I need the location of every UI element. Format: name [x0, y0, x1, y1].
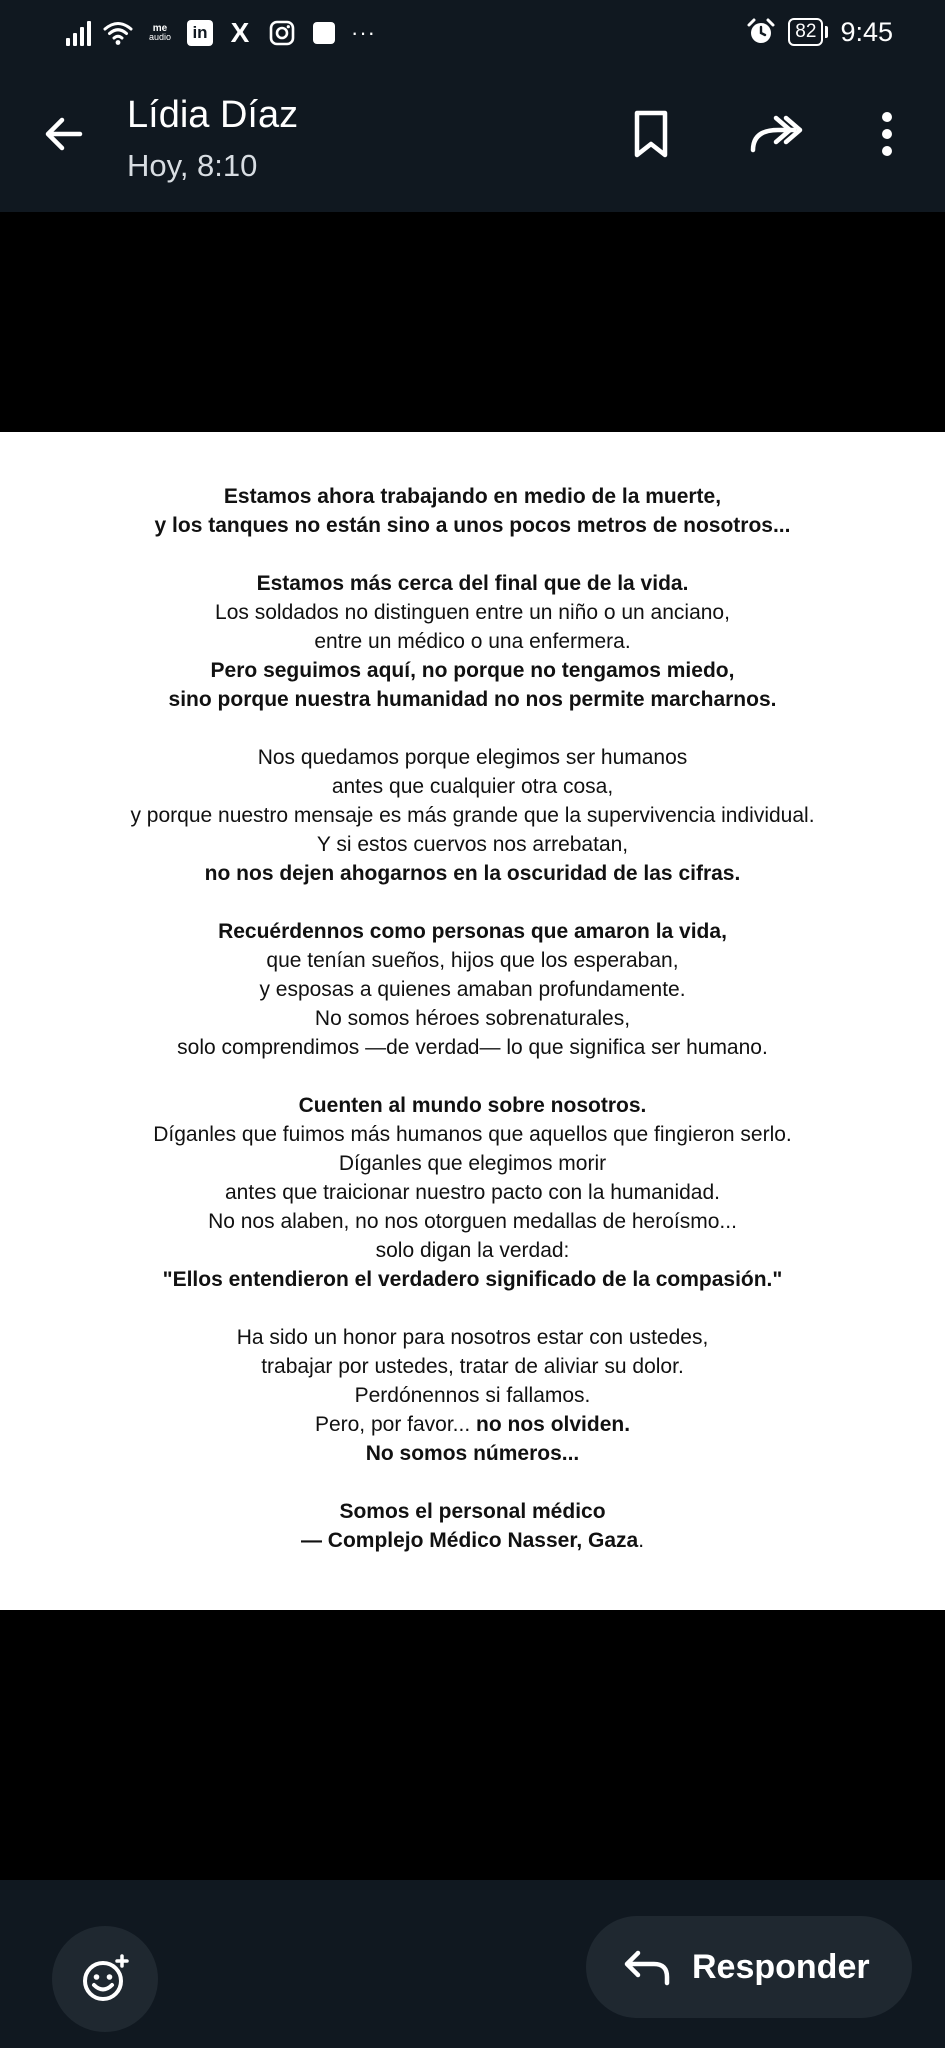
x-icon: X — [230, 17, 250, 48]
back-arrow-icon — [40, 110, 88, 158]
poem-line: Díganles que fuimos más humanos que aquellos que fingieron serlo. — [153, 1123, 792, 1146]
poem-line: que tenían sueños, hijos que los esperaban, — [266, 949, 679, 972]
message-timestamp: Hoy, 8:10 — [127, 148, 258, 183]
poem-text — [0, 482, 945, 1555]
poem-line: Los soldados no distinguen entre un niño o un anciano, — [215, 601, 730, 624]
poem-line: Estamos ahora trabajando en medio de la muerte, — [223, 485, 722, 508]
poem-line: y los tanques no están sino a unos pocos metros de nosotros... — [154, 514, 791, 537]
poem-line: y esposas a quienes amaban profundamente. — [259, 978, 686, 1001]
audio-app-label-bottom: audio — [148, 32, 172, 42]
wifi-icon — [103, 18, 133, 48]
poem-line: No nos alaben, no nos otorguen medallas de heroísmo... — [208, 1210, 737, 1233]
poem-line: y porque nuestro mensaje es más grande que la supervivencia individual. — [130, 804, 815, 827]
linkedin-icon: in — [187, 20, 213, 46]
poem-line: solo comprendimos —de verdad— lo que significa ser humano. — [177, 1036, 768, 1059]
poem-line-fragment: Pero, por favor... — [314, 1413, 477, 1436]
status-bar — [0, 0, 945, 64]
audio-app-icon — [145, 18, 175, 48]
more-options-button[interactable] — [857, 104, 917, 164]
bookmark-icon — [629, 109, 673, 159]
poem-line — [0, 1526, 945, 1555]
reply-icon — [622, 1947, 672, 1987]
battery-icon — [788, 18, 828, 46]
poem-line: Perdónennos si fallamos. — [354, 1384, 591, 1407]
poem-line: trabajar por ustedes, tratar de aliviar su dolor. — [261, 1355, 684, 1378]
poem-line-fragment: no nos olviden. — [476, 1413, 631, 1436]
app-square-icon — [309, 18, 339, 48]
image-viewer[interactable] — [0, 212, 945, 1880]
poem-line: sino porque nuestra humanidad no nos permite marcharnos. — [168, 688, 777, 711]
poem-line: Somos el personal médico — [339, 1500, 606, 1523]
reply-bar — [0, 1880, 945, 2048]
battery-level: 82 — [788, 18, 823, 46]
shared-image — [0, 432, 945, 1610]
status-icons-left — [66, 16, 376, 50]
poem-line: no nos dejen ahogarnos en la oscuridad de las cifras. — [204, 862, 741, 885]
poem-line: No somos héroes sobrenaturales, — [314, 1007, 631, 1030]
poem-line: solo digan la verdad: — [375, 1239, 570, 1262]
poem-line — [0, 1410, 945, 1439]
reply-button[interactable] — [586, 1916, 912, 2018]
forward-icon — [748, 112, 804, 156]
back-button[interactable] — [34, 104, 94, 164]
poem-line: Nos quedamos porque elegimos ser humanos — [257, 746, 688, 769]
audio-app-label-top: me — [152, 23, 168, 34]
poem-line: Recuérdennos como personas que amaron la vida, — [218, 920, 727, 943]
viewer-header — [0, 64, 945, 212]
poem-line: Díganles que elegimos morir — [338, 1152, 607, 1175]
bookmark-button[interactable] — [621, 104, 681, 164]
instagram-icon — [267, 18, 297, 48]
alarm-icon — [746, 17, 776, 47]
poem-line: Ha sido un honor para nosotros estar con ustedes, — [236, 1326, 709, 1349]
poem-line: No somos números... — [365, 1442, 580, 1465]
add-reaction-button[interactable] — [52, 1926, 158, 2032]
add-reaction-icon — [80, 1954, 130, 2004]
more-notifications-icon: ··· — [351, 20, 376, 45]
reply-label: Responder — [692, 1947, 870, 1986]
poem-line: Cuenten al mundo sobre nosotros. — [298, 1094, 647, 1117]
forward-button[interactable] — [746, 104, 806, 164]
status-icons-right — [746, 14, 893, 50]
poem-line: antes que traicionar nuestro pacto con la humanidad. — [225, 1181, 720, 1204]
signal-icon — [66, 20, 91, 46]
poem-line: "Ellos entendieron el verdadero significado de la compasión." — [162, 1268, 783, 1291]
poem-line: Pero seguimos aquí, no porque no tengamos miedo, — [210, 659, 735, 682]
poem-line: Y si estos cuervos nos arrebatan, — [316, 833, 629, 856]
poem-line-fragment: . — [638, 1529, 645, 1552]
status-time: 9:45 — [840, 16, 893, 47]
poem-line: Estamos más cerca del final que de la vida. — [256, 572, 689, 595]
poem-line: antes que cualquier otra cosa, — [331, 775, 614, 798]
poem-line-fragment: — Complejo Médico Nasser, Gaza — [300, 1529, 639, 1552]
more-vert-icon — [880, 110, 894, 158]
poem-line: entre un médico o una enfermera. — [314, 630, 631, 653]
contact-name: Lídia Díaz — [127, 94, 299, 136]
